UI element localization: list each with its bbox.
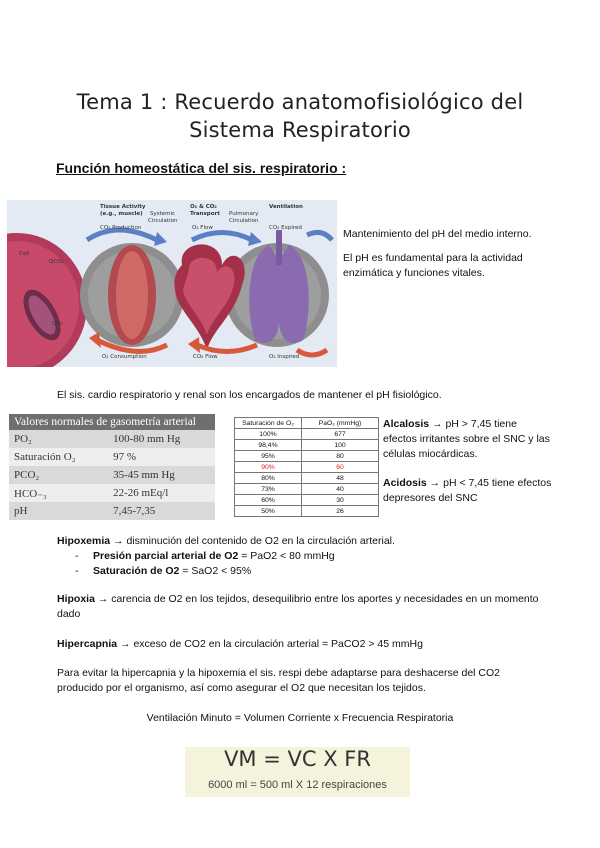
table-row (9, 502, 215, 520)
label-ventilation: Ventilation (269, 204, 303, 210)
sat-cell: 50% (235, 506, 302, 517)
table-row (235, 473, 379, 484)
sat-cell: 100% (235, 429, 302, 440)
label-co2-production: CO₂ Production (100, 225, 142, 231)
table-row (235, 440, 379, 451)
sat-cell: 98,4% (235, 440, 302, 451)
gas-value: 7,45-7,35 (108, 502, 215, 520)
gas-param: Saturación O₂ (9, 448, 108, 466)
table-row (235, 429, 379, 440)
sat-cell: 30 (302, 495, 379, 506)
item-text: = SaO2 < 95% (179, 565, 252, 577)
label-cell: Cell (19, 251, 30, 257)
gas-exchange-diagram (7, 200, 337, 367)
sat-cell: 26 (302, 506, 379, 517)
list-item (75, 564, 547, 579)
hipoxia-text: → carencia de O2 en los tejidos, desequilibrio entre los aportes y necesidades en un momento dado (57, 593, 539, 620)
table-row (235, 451, 379, 462)
hipoxia-block (57, 592, 547, 622)
sat-cell: 73% (235, 484, 302, 495)
ventilacion-text: Ventilación Minuto = Volumen Corriente x Frecuencia Respiratoria (146, 712, 454, 724)
side-text-p2: El pH es fundamental para la actividad enzimática y funciones vitales. (343, 252, 523, 279)
label-co2-flow: CO₂ Flow (193, 354, 218, 360)
alcalosis-text: → pH > 7,45 tiene efectos irritantes sobre el SNC y las células miocárdicas. (383, 418, 550, 460)
sat-cell: 48 (302, 473, 379, 484)
table-row (235, 484, 379, 495)
label-o2-consumption: O₂ Consumption (102, 354, 147, 360)
gas-exchange-svg (7, 200, 337, 367)
sat-cell: 80 (302, 451, 379, 462)
label-transport: Transport (190, 211, 220, 217)
side-text (343, 227, 543, 281)
hipoxemia-text: → disminución del contenido de O2 en la circulación arterial. (110, 535, 395, 547)
acidosis-term: Acidosis (383, 477, 427, 489)
table-row (9, 430, 215, 448)
label-pulm-circulation: Circulation (229, 218, 259, 224)
list-item (75, 549, 547, 564)
label-muscle: (e.g., muscle) (100, 211, 143, 217)
gas-param: PO₂ (9, 430, 108, 448)
item-term: Presión parcial arterial de O2 (93, 550, 239, 562)
acidosis-note (383, 476, 553, 506)
sat-cell: 100 (302, 440, 379, 451)
para-evitar-text: Para evitar la hipercapnia y la hipoxemia el sis. respi debe adaptarse para deshacerse del CO2 producido por el organismo, así como asegurar el O2 que necesitan los tejidos. (57, 667, 500, 694)
gas-param: PCO₂ (9, 466, 108, 484)
sat-cell: 95% (235, 451, 302, 462)
gas-param: pH (9, 502, 108, 520)
sat-cell: 60 (302, 462, 379, 473)
label-systemic: Systemic (150, 211, 176, 217)
section-title: Función homeostática del sis. respiratorio : (56, 160, 347, 176)
sat-header-saturation: Saturación de O₂ (235, 418, 302, 429)
sat-cell: 60% (235, 495, 302, 506)
sat-cell: 90% (235, 462, 302, 473)
saturation-table (234, 417, 379, 517)
label-qco2: QCO₂ (49, 259, 64, 265)
table-row (9, 484, 215, 502)
label-tissue-activity: Tissue Activity (100, 204, 146, 210)
hipoxemia-block (57, 534, 547, 579)
formula-main: VM = VC X FR (224, 747, 371, 771)
sat-cell: 677 (302, 429, 379, 440)
table-row (9, 466, 215, 484)
title-line-2: Sistema Respiratorio (189, 118, 411, 142)
gas-value: 22-26 mEq/l (108, 484, 215, 502)
hipercapnia-text: → exceso de CO2 en la circulación arterial = PaCO2 > 45 mmHg (117, 638, 423, 650)
cardio-text: El sis. cardio respiratorio y renal son los encargados de mantener el pH fisiológico. (57, 389, 442, 401)
side-text-p1: Mantenimiento del pH del medio interno. (343, 228, 532, 240)
label-circulation: Circulation (148, 218, 178, 224)
gas-param: HCO₋₃ (9, 484, 108, 502)
item-text: = PaO2 < 80 mmHg (238, 550, 335, 562)
table-row-highlight (235, 462, 379, 473)
sat-cell: 40 (302, 484, 379, 495)
title-line-1: Tema 1 : Recuerdo anatomofisiológico del (76, 90, 524, 114)
formula-box (185, 747, 410, 797)
gas-value: 35-45 mm Hg (108, 466, 215, 484)
label-o2co2: O₂ & CO₂ (190, 204, 217, 210)
label-qo2: QO₂ (52, 321, 63, 327)
hipercapnia-block (57, 637, 547, 652)
acidosis-text: → pH < 7,45 tiene efectos depresores del SNC (383, 477, 552, 504)
label-co2-expired: CO₂ Expired (269, 225, 302, 231)
label-pulmonary: Pulmonary (229, 211, 259, 217)
gas-value: 97 % (108, 448, 215, 466)
table-row (235, 495, 379, 506)
label-o2-inspired: O₂ Inspired (269, 354, 300, 360)
hipercapnia-term: Hipercapnia (57, 638, 118, 650)
table-row (9, 448, 215, 466)
hipoxemia-list (57, 549, 547, 579)
gas-value: 100-80 mm Hg (108, 430, 215, 448)
sat-cell: 80% (235, 473, 302, 484)
sat-header-pao2: PaO₂ (mmHg) (302, 418, 379, 429)
gas-table (9, 414, 215, 520)
label-o2-flow: O₂ Flow (192, 225, 213, 231)
gas-table-header: Valores normales de gasometría arterial (9, 414, 215, 430)
page-title (0, 88, 600, 144)
formula-example: 6000 ml = 500 ml X 12 respiraciones (208, 779, 387, 791)
alcalosis-note (383, 417, 553, 462)
table-row (235, 506, 379, 517)
hipoxia-term: Hipoxia (57, 593, 95, 605)
item-term: Saturación de O2 (93, 565, 180, 577)
hipoxemia-term: Hipoxemia (57, 535, 111, 547)
alcalosis-term: Alcalosis (383, 418, 430, 430)
